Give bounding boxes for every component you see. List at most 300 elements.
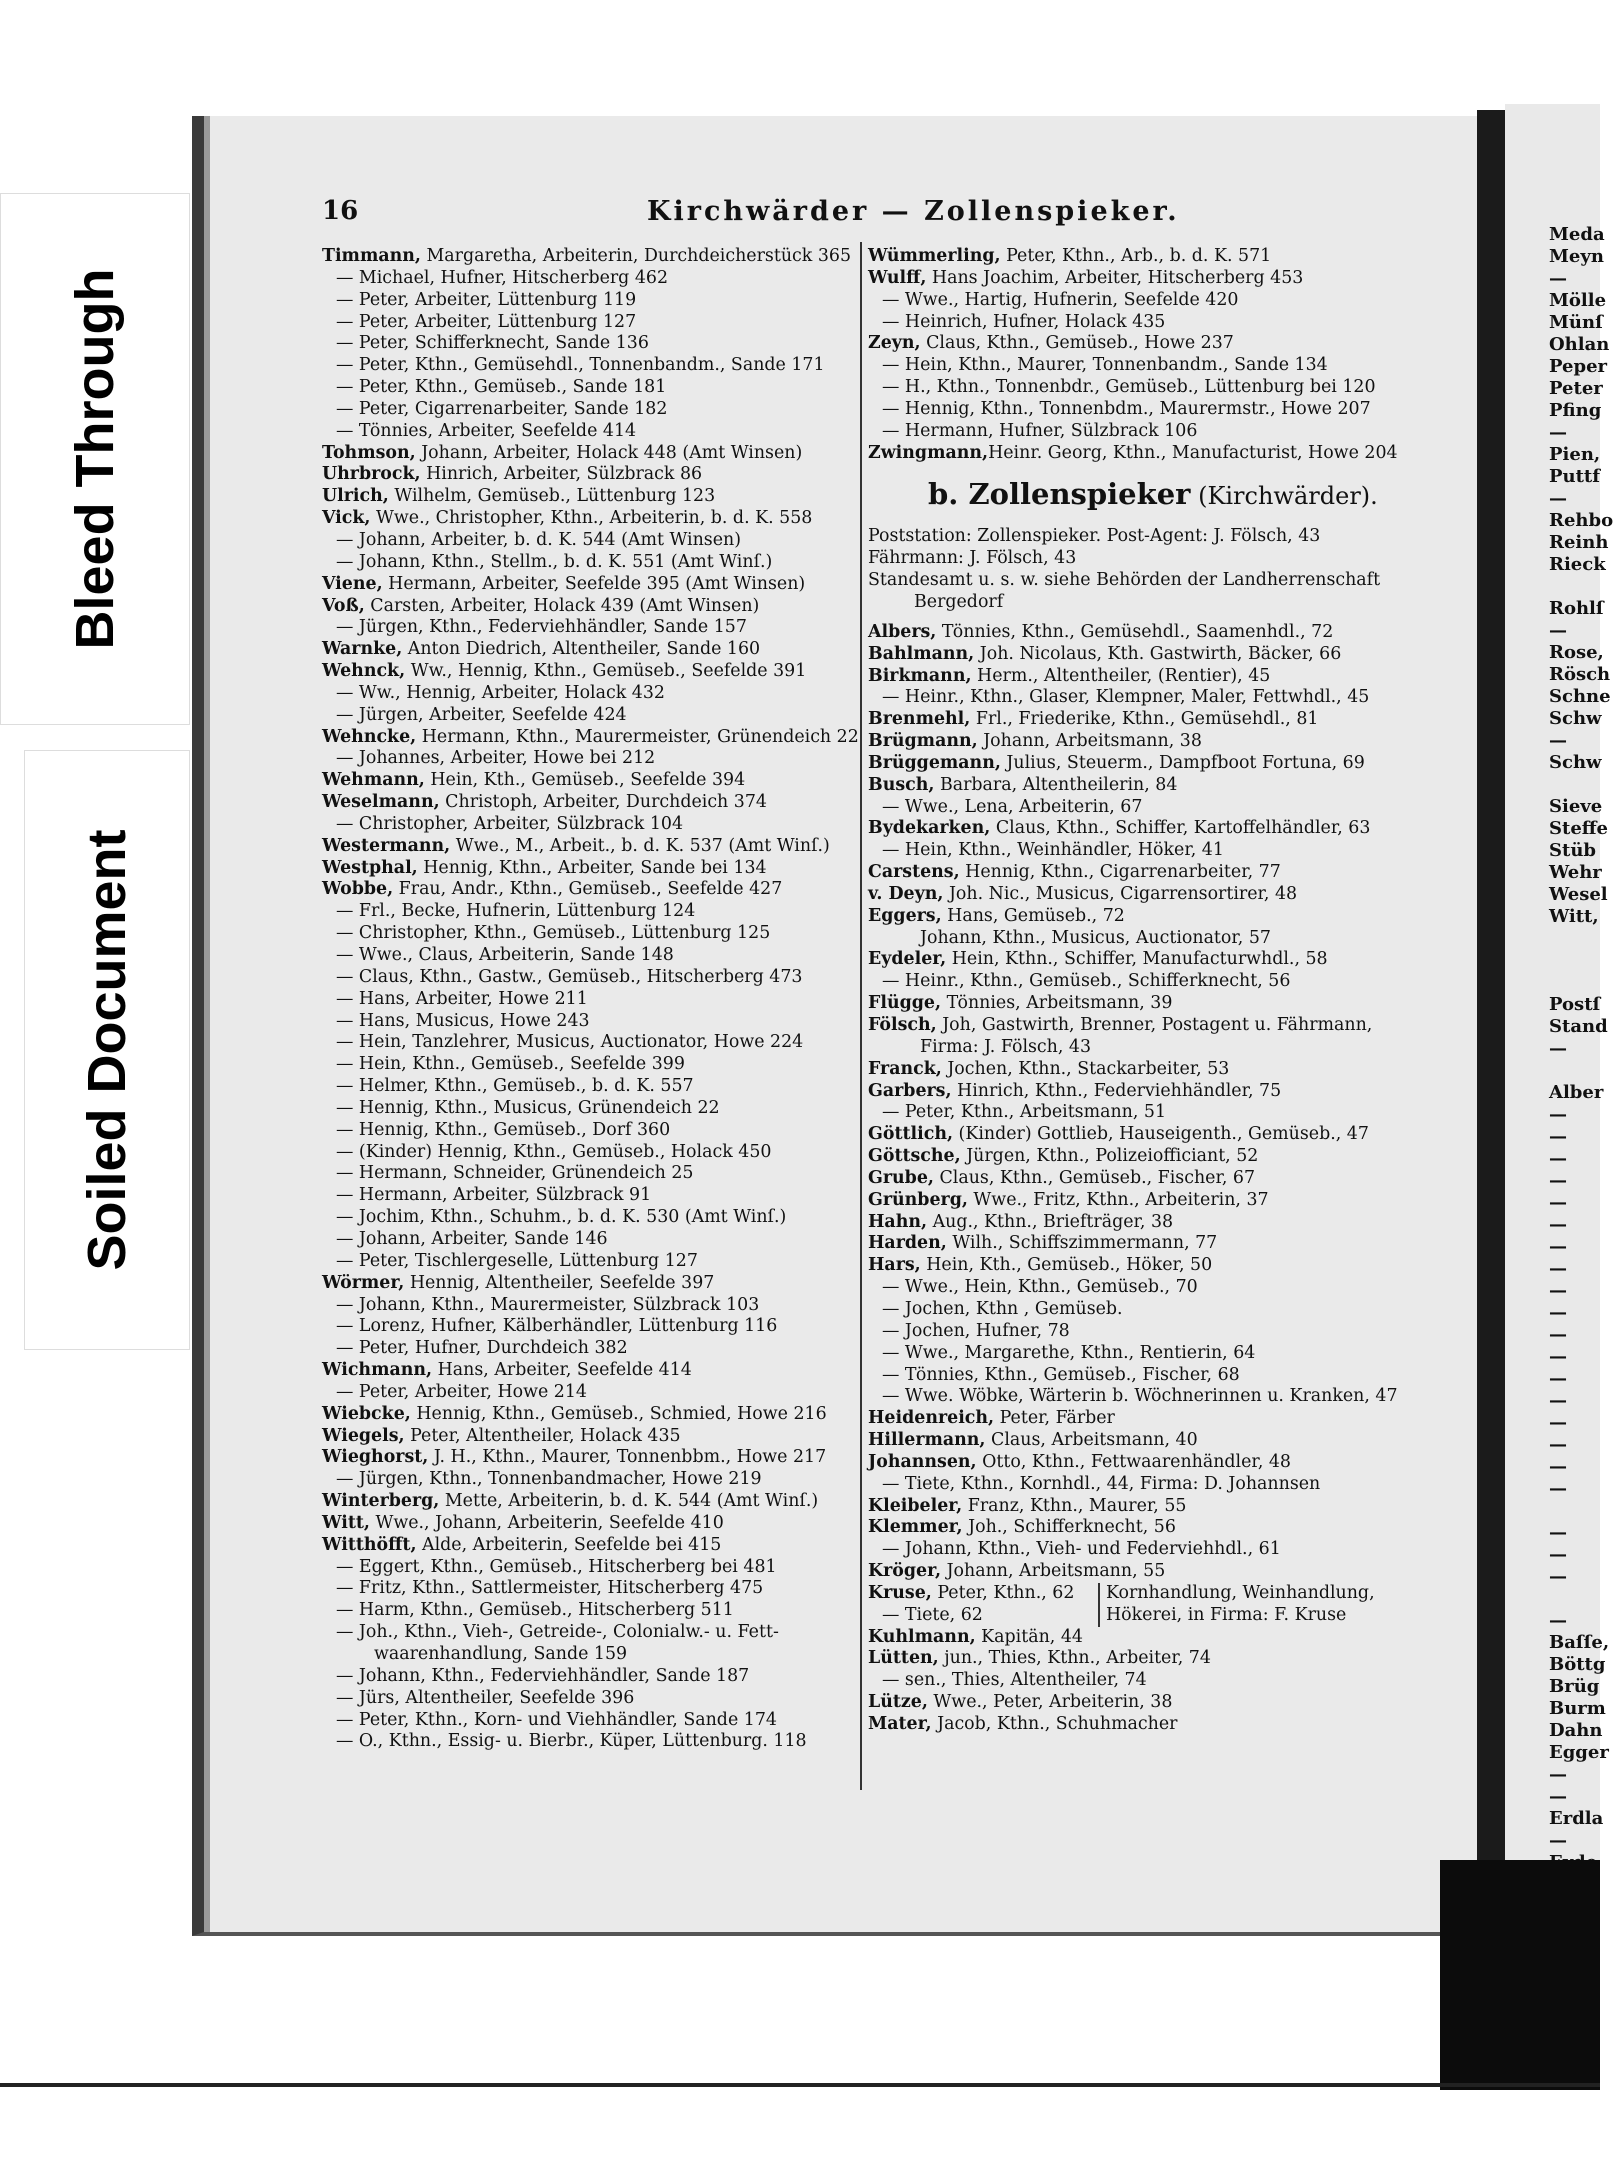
adjacent-page-fragment: — [1549, 1170, 1567, 1191]
adjacent-page-fragment: — [1549, 730, 1567, 751]
entry-details: Joh. Nicolaus, Kth. Gastwirth, Bäcker, 66 [974, 643, 1342, 664]
adjacent-page-fragment: Sieve [1549, 796, 1603, 817]
adjacent-page-fragment: Rehbo [1549, 510, 1613, 531]
soiled-document-label [24, 750, 190, 1350]
entry-left-part [868, 1605, 1098, 1627]
entry-surname: Franck, [868, 1058, 942, 1079]
entry-right-part [1098, 1583, 1375, 1605]
section-suffix: (Kirchwärder). [1190, 482, 1378, 511]
directory-entry [868, 1561, 1416, 1583]
entry-details: Hökerei, in Firma: F. Kruse [1106, 1604, 1347, 1625]
entry-surname: Witthöfft, [322, 1534, 417, 1555]
entry-surname: Voß, [322, 595, 365, 616]
entry-surname: Westphal, [322, 857, 418, 878]
adjacent-page-fragment: Münſ [1549, 312, 1603, 333]
directory-entry [322, 879, 862, 901]
directory-entry [322, 290, 862, 312]
adjacent-page-fragment: Burm [1549, 1698, 1606, 1719]
directory-entry [868, 377, 1416, 399]
directory-entry [322, 1600, 862, 1622]
directory-entry [322, 1011, 862, 1033]
entry-details: Hennig, Kthn., Cigarrenarbeiter, 77 [959, 862, 1281, 883]
adjacent-page-fragment: — [1549, 1302, 1567, 1323]
entry-surname: Lütten, [868, 1648, 939, 1669]
directory-entry [322, 1513, 862, 1535]
directory-entry [322, 1557, 862, 1579]
adjacent-page-fragment: Brüg [1549, 1676, 1600, 1697]
entry-details: — Peter, Kthn., Gemüsehdl., Tonnenbandm., Sande 171 [336, 355, 825, 376]
entry-details: — Peter, Cigarrenarbeiter, Sande 182 [336, 398, 668, 419]
section-info [868, 526, 1416, 613]
directory-entry [868, 1648, 1416, 1670]
adjacent-page-fragment: Pfing [1549, 400, 1602, 421]
entry-details: — Johann, Arbeiter, Sande 146 [336, 1228, 608, 1249]
directory-entry [322, 1426, 862, 1448]
directory-entry [868, 884, 1416, 906]
directory-entry [322, 1447, 862, 1469]
adjacent-page-fragment: — [1549, 1236, 1567, 1257]
directory-entry [868, 290, 1416, 312]
directory-entry [868, 1605, 1416, 1627]
directory-entry [868, 1255, 1416, 1277]
entry-details: — Johann, Kthn., Maurermeister, Sülzbrack 103 [336, 1294, 760, 1315]
directory-entry [322, 901, 862, 923]
entry-left-part [868, 1583, 1098, 1605]
entry-details: — Helmer, Kthn., Gemüseb., b. d. K. 557 [336, 1076, 694, 1097]
directory-entry [322, 683, 862, 705]
adjacent-page-fragment: Steffe [1549, 818, 1608, 839]
directory-entry [868, 971, 1416, 993]
entry-details: — Tiete, 62 [882, 1604, 983, 1625]
entry-details: Claus, Kthn., Schiffer, Kartoffelhändler, 63 [990, 818, 1371, 839]
entry-details: Hinrich, Arbeiter, Sülzbrack 86 [420, 464, 703, 485]
entry-details: — Peter, Tischlergeselle, Lüttenburg 127 [336, 1250, 698, 1271]
directory-entry [322, 1469, 862, 1491]
adjacent-page [1505, 104, 1613, 1934]
entry-details: Anton Diedrich, Altentheiler, Sande 160 [402, 639, 761, 660]
adjacent-page-fragment: Dahn [1549, 1720, 1603, 1741]
directory-entry [322, 486, 862, 508]
adjacent-page-fragment: — [1549, 620, 1567, 641]
directory-entry [868, 731, 1416, 753]
adjacent-page-fragment: Ohlan [1549, 334, 1610, 355]
entry-details: Heinr. Georg, Kthn., Manufacturist, Howe 204 [988, 442, 1398, 463]
directory-entry [322, 1666, 862, 1688]
entry-details: — Peter, Schifferknecht, Sande 136 [336, 333, 649, 354]
directory-entry [322, 1382, 862, 1404]
entry-surname: Kruse, [868, 1582, 932, 1603]
entry-details: Peter, Kthn., Arb., b. d. K. 571 [1000, 246, 1272, 266]
entry-details: — Johann, Kthn., Vieh- und Federviehhdl., 61 [882, 1539, 1281, 1560]
entry-details: — sen., Thies, Altentheiler, 74 [882, 1670, 1147, 1691]
entry-details: Peter, Altentheiler, Holack 435 [404, 1425, 681, 1446]
bleed-through-label [0, 193, 190, 725]
entry-details: Otto, Kthn., Fettwaarenhändler, 48 [976, 1451, 1291, 1472]
entry-surname: Harden, [868, 1233, 947, 1254]
adjacent-page-fragment: Peper [1549, 356, 1608, 377]
entry-surname: Mater, [868, 1714, 932, 1734]
entry-details: Johann, Arbeitsmann, 38 [977, 731, 1202, 752]
entry-surname: Lütze, [868, 1692, 928, 1713]
entry-details: Claus, Arbeitsmann, 40 [985, 1430, 1198, 1451]
adjacent-page-fragment: Pien, [1549, 444, 1601, 465]
directory-entry [868, 775, 1416, 797]
entry-details: Hermann, Kthn., Maurermeister, Grünendeich 22 [416, 726, 859, 747]
entry-surname: Winterberg, [322, 1491, 440, 1512]
adjacent-page-fragment: — [1549, 1522, 1567, 1543]
directory-entry [322, 1316, 862, 1338]
directory-entry [322, 727, 862, 749]
directory-entry [322, 1295, 862, 1317]
bleed-through-text: Bleed Through [65, 268, 125, 650]
directory-entry [868, 421, 1416, 443]
entry-details: Johann, Kthn., Musicus, Auctionator, 57 [920, 927, 1271, 948]
directory-entry [868, 1583, 1416, 1605]
entry-details: Hermann, Arbeiter, Seefelde 395 (Amt Winsen) [382, 573, 806, 594]
entry-surname: Brüggemann, [868, 752, 1001, 773]
entry-details: — Tönnies, Arbeiter, Seefelde 414 [336, 420, 637, 441]
adjacent-page-fragment: Schw [1549, 708, 1602, 729]
entry-surname: Wiegels, [322, 1425, 405, 1446]
scan-bottom-edge [0, 2083, 1600, 2087]
adjacent-page-fragment: — [1549, 1038, 1567, 1059]
section-heading [868, 470, 1416, 526]
directory-entry [868, 666, 1416, 688]
entry-details: — Hans, Musicus, Howe 243 [336, 1010, 590, 1031]
directory-entry [322, 1273, 862, 1295]
adjacent-page-fragment: — [1549, 1148, 1567, 1169]
directory-entry [322, 945, 862, 967]
column-divider [860, 242, 862, 1790]
entry-surname: Bahlmann, [868, 643, 975, 664]
entry-details: Aug., Kthn., Briefträger, 38 [927, 1211, 1174, 1232]
adjacent-page-fragment: Puttf [1549, 466, 1600, 487]
directory-entry [868, 1474, 1416, 1496]
directory-entry [868, 1692, 1416, 1714]
directory-entry [322, 1032, 862, 1054]
entry-surname: Wümmerling, [868, 246, 1001, 266]
adjacent-page-fragments [1505, 224, 1613, 1874]
entry-surname: Zeyn, [868, 333, 921, 354]
entry-surname: Grünberg, [868, 1189, 968, 1210]
entry-details: — Hennig, Kthn., Gemüseb., Dorf 360 [336, 1119, 671, 1140]
directory-entry [322, 530, 862, 552]
adjacent-page-fragment: — [1549, 1280, 1567, 1301]
entry-details: — (Kinder) Hennig, Kthn., Gemüseb., Holack 450 [336, 1141, 772, 1162]
entry-details: — Hermann, Schneider, Grünendeich 25 [336, 1163, 694, 1184]
entry-details: Barbara, Altentheilerin, 84 [934, 774, 1178, 795]
entry-surname: Eggers, [868, 905, 942, 926]
directory-entry [322, 1054, 862, 1076]
section-title: b. Zollenspieker [928, 477, 1191, 512]
directory-entry [322, 1185, 862, 1207]
entry-details: Julius, Steuerm., Dampfboot Fortuna, 69 [1000, 752, 1365, 773]
directory-entry [868, 797, 1416, 819]
adjacent-page-fragment: — [1549, 1566, 1567, 1587]
entry-details: — Wwe., Claus, Arbeiterin, Sande 148 [336, 945, 674, 965]
directory-entry [322, 1491, 862, 1513]
entry-details: Jürgen, Kthn., Polizeiofficiant, 52 [960, 1146, 1259, 1167]
adjacent-page-fragment: Rieck [1549, 554, 1606, 575]
directory-entry [868, 862, 1416, 884]
directory-entry [868, 1321, 1416, 1343]
directory-entry [868, 993, 1416, 1015]
entry-surname: Wehmann, [322, 770, 425, 791]
adjacent-page-fragment: Schw [1549, 752, 1602, 773]
page-header [322, 196, 1180, 227]
directory-entry [868, 928, 1416, 950]
entry-details: Jacob, Kthn., Schuhmacher [931, 1714, 1178, 1734]
adjacent-page-fragment: — [1549, 1434, 1567, 1455]
directory-entry [322, 1535, 862, 1557]
adjacent-page-fragment: — [1549, 1478, 1567, 1499]
entry-details: Tönnies, Arbeitsmann, 39 [941, 993, 1173, 1014]
entry-details: — Jürgen, Kthn., Federviehhändler, Sande 157 [336, 617, 747, 638]
entry-details: Claus, Kthn., Gemüseb., Howe 237 [920, 333, 1234, 354]
entry-details: Tönnies, Kthn., Gemüsehdl., Saamenhdl., 72 [936, 621, 1334, 642]
adjacent-page-fragment: Rösch [1549, 664, 1611, 685]
entry-surname: Wehnck, [322, 661, 406, 682]
entry-surname: Wichmann, [322, 1360, 433, 1381]
info-line: Standesamt u. s. w. siehe Behörden der Landherrenschaft [868, 570, 1381, 591]
entry-details: Claus, Kthn., Gemüseb., Fischer, 67 [933, 1167, 1256, 1188]
entry-details: — Peter, Hufner, Durchdeich 382 [336, 1338, 628, 1359]
adjacent-page-fragment: Erdla [1549, 1808, 1604, 1829]
directory-entry [868, 687, 1416, 709]
entry-continuation: Firma: J. Fölsch, 43 [920, 1036, 1092, 1057]
entry-surname: Tohmson, [322, 442, 416, 463]
entry-details: — Michael, Hufner, Hitscherberg 462 [336, 267, 669, 288]
adjacent-page-fragment: Meda [1549, 224, 1605, 245]
directory-entry [868, 1517, 1416, 1539]
entry-details: — Tiete, Kthn., Kornhdl., 44, Firma: D. Johannsen [882, 1473, 1321, 1494]
directory-entry [868, 1037, 1416, 1059]
entry-details: — Wwe. Wöbke, Wärterin b. Wöchnerinnen u. Kranken, 47 [882, 1386, 1398, 1407]
directory-entry [322, 399, 862, 421]
directory-entry [322, 574, 862, 596]
directory-entry [868, 1146, 1416, 1168]
directory-entry [322, 1251, 862, 1273]
adjacent-page-fragment [1505, 774, 1613, 796]
entry-surname: Carstens, [868, 862, 960, 883]
page-title: Kirchwärder — Zollenspieker. [647, 196, 1180, 227]
entry-details: — Heinrich, Hufner, Holack 435 [882, 311, 1166, 332]
entry-details: Frau, Andr., Kthn., Gemüseb., Seefelde 427 [393, 879, 783, 900]
entry-surname: Heidenreich, [868, 1408, 995, 1429]
entry-details: — Joh., Kthn., Vieh-, Getreide-, Colonialw.- u. Fett- [336, 1622, 779, 1643]
entry-details: — Johannes, Arbeiter, Howe bei 212 [336, 748, 656, 769]
info-line: Fährmann: J. Fölsch, 43 [868, 548, 1077, 569]
directory-entry [868, 622, 1416, 644]
directory-entry [868, 1015, 1416, 1037]
entry-surname: Wobbe, [322, 879, 394, 900]
right-column [868, 246, 1416, 1736]
entry-surname: v. Deyn, [868, 883, 944, 904]
directory-entry [868, 1233, 1416, 1255]
directory-entry [868, 753, 1416, 775]
directory-entry [322, 596, 862, 618]
adjacent-page-fragment: Wesel [1549, 884, 1608, 905]
directory-entry [868, 1365, 1416, 1387]
entry-details: — Peter, Arbeiter, Howe 214 [336, 1381, 587, 1402]
entry-details: Christoph, Arbeiter, Durchdeich 374 [439, 792, 767, 813]
adjacent-page-fragment: Baſſe, [1549, 1632, 1610, 1653]
entry-details: Johann, Arbeiter, Holack 448 (Amt Winsen) [415, 442, 803, 463]
adjacent-page-fragment: — [1549, 1456, 1567, 1477]
entry-surname: Bydekarken, [868, 818, 991, 839]
entry-details: Hinrich, Kthn., Federviehhändler, 75 [951, 1080, 1282, 1101]
directory-entry [868, 268, 1416, 290]
directory-entry [322, 1360, 862, 1382]
adjacent-page-fragment: — [1549, 268, 1567, 289]
entry-details: — Claus, Kthn., Gastw., Gemüseb., Hitscherberg 473 [336, 966, 803, 987]
entry-surname: Klemmer, [868, 1517, 963, 1538]
entry-details: — Jürgen, Kthn., Tonnenbandmacher, Howe 219 [336, 1469, 762, 1490]
entry-details: Joh. Nic., Musicus, Cigarrensortirer, 48 [943, 883, 1298, 904]
page-gutter-shadow [1477, 110, 1505, 1940]
entry-details: Franz, Kthn., Maurer, 55 [962, 1495, 1187, 1516]
entry-details: — Christopher, Kthn., Gemüseb., Lüttenburg 125 [336, 923, 771, 944]
entry-details: — Jochim, Kthn., Schuhm., b. d. K. 530 (Amt Winſ.) [336, 1207, 787, 1228]
adjacent-page-fragment: — [1549, 488, 1567, 509]
directory-entry [868, 1408, 1416, 1430]
adjacent-page-fragment: — [1549, 1258, 1567, 1279]
entry-details: — Eggert, Kthn., Gemüseb., Hitscherberg bei 481 [336, 1556, 777, 1577]
entry-details: Hennig, Kthn., Arbeiter, Sande bei 134 [417, 857, 767, 878]
entry-details: — Frl., Becke, Hufnerin, Lüttenburg 124 [336, 901, 696, 922]
directory-entry [868, 1539, 1416, 1561]
adjacent-page-fragment: Postſ [1549, 994, 1601, 1015]
entry-details: — Peter, Kthn., Arbeitsmann, 51 [882, 1102, 1167, 1123]
entry-details: — Harm, Kthn., Gemüseb., Hitscherberg 511 [336, 1600, 734, 1621]
entry-surname: Wulff, [868, 267, 927, 288]
entry-surname: Ulrich, [322, 486, 389, 507]
directory-entry [868, 1081, 1416, 1103]
directory-entry [322, 1404, 862, 1426]
entry-surname: Grube, [868, 1167, 934, 1188]
entry-surname: Westermann, [322, 835, 451, 856]
directory-entry [868, 644, 1416, 666]
adjacent-page-fragment: — [1549, 1786, 1567, 1807]
entry-details: Carsten, Arbeiter, Holack 439 (Amt Winsen) [364, 595, 760, 616]
entry-details: Wwe., Johann, Arbeiterin, Seefelde 410 [369, 1512, 724, 1533]
directory-entry [322, 661, 862, 683]
info-line: Poststation: Zollenspieker. Post-Agent: J. Fölsch, 43 [868, 526, 1321, 547]
entry-continuation: waarenhandlung, Sande 159 [374, 1644, 628, 1664]
entry-surname: Hillermann, [868, 1430, 986, 1451]
directory-entry [322, 814, 862, 836]
directory-entry [868, 1299, 1416, 1321]
directory-entry [868, 1212, 1416, 1234]
entry-details: — Christopher, Arbeiter, Sülzbrack 104 [336, 813, 684, 834]
entry-details: — Hein, Tanzlehrer, Musicus, Auctionator, Howe 224 [336, 1032, 804, 1053]
directory-entry [868, 1452, 1416, 1474]
entry-details: Ww., Hennig, Kthn., Gemüseb., Seefelde 391 [405, 661, 807, 682]
directory-entry [868, 840, 1416, 862]
entry-surname: Uhrbrock, [322, 464, 421, 485]
adjacent-page-fragment: Rose, [1549, 642, 1604, 663]
entry-details: — Peter, Arbeiter, Lüttenburg 127 [336, 311, 637, 332]
entry-surname: Timmann, [322, 246, 421, 266]
directory-entry [322, 1622, 862, 1644]
entry-surname: Wehncke, [322, 726, 417, 747]
directory-entry [322, 1163, 862, 1185]
entry-surname: Kleibeler, [868, 1495, 963, 1516]
directory-entry [322, 1710, 862, 1732]
adjacent-page-fragment [1505, 1500, 1613, 1522]
entry-details: — Heinr., Kthn., Glaser, Klempner, Maler, Fettwhdl., 45 [882, 687, 1370, 708]
directory-entry [322, 1207, 862, 1229]
entry-details: — Peter, Arbeiter, Lüttenburg 119 [336, 289, 637, 310]
entry-details: Hein, Kth., Gemüseb., Höker, 50 [920, 1255, 1213, 1276]
adjacent-page-fragment: Meyn [1549, 246, 1604, 267]
entry-details: (Kinder) Gottlieb, Hauseigenth., Gemüseb., 47 [953, 1124, 1369, 1145]
adjacent-page-fragment: Alber [1549, 1082, 1604, 1103]
entry-surname: Busch, [868, 774, 935, 795]
directory-entry [322, 508, 862, 530]
entry-details: — Wwe., Lena, Arbeiterin, 67 [882, 796, 1143, 817]
entry-details: — Hermann, Arbeiter, Sülzbrack 91 [336, 1185, 652, 1206]
entry-surname: Hars, [868, 1255, 921, 1276]
directory-entry [322, 748, 862, 770]
adjacent-page-fragment [1505, 928, 1613, 950]
entry-surname: Wieghorst, [322, 1447, 429, 1468]
entry-details: — Wwe., Margarethe, Kthn., Rentierin, 64 [882, 1342, 1256, 1363]
entry-surname: Fölsch, [868, 1015, 937, 1035]
directory-entry [868, 1430, 1416, 1452]
directory-entry [322, 770, 862, 792]
directory-entry [322, 989, 862, 1011]
directory-entry [322, 923, 862, 945]
scan-background-corner [1440, 1860, 1600, 2090]
entry-details: — Johann, Arbeiter, b. d. K. 544 (Amt Winsen) [336, 529, 742, 550]
directory-entry [322, 552, 862, 574]
entry-details: — Hein, Kthn., Weinhändler, Höker, 41 [882, 840, 1224, 861]
adjacent-page-fragment: Reinh [1549, 532, 1609, 553]
directory-entry [322, 1688, 862, 1710]
adjacent-page-fragment: — [1549, 1346, 1567, 1367]
entry-details: — Tönnies, Kthn., Gemüseb., Fischer, 68 [882, 1364, 1240, 1385]
page-number: 16 [322, 196, 359, 226]
directory-entry [322, 443, 862, 465]
entry-details: Margaretha, Arbeiterin, Durchdeicherstück 365 [420, 246, 852, 266]
directory-entry [868, 443, 1416, 465]
entry-details: Wwe., Fritz, Kthn., Arbeiterin, 37 [967, 1189, 1269, 1210]
directory-entry [868, 333, 1416, 355]
entry-surname: Birkmann, [868, 665, 972, 686]
directory-entry [322, 1120, 862, 1142]
directory-entry [322, 1731, 862, 1753]
entry-details: — Lorenz, Hufner, Kälberhändler, Lüttenburg 116 [336, 1316, 778, 1337]
entry-details: Wilhelm, Gemüseb., Lüttenburg 123 [388, 486, 716, 507]
adjacent-page-fragment: — [1549, 1126, 1567, 1147]
adjacent-page-fragment: Peter [1549, 378, 1603, 399]
directory-entry [322, 246, 862, 268]
directory-entry [868, 355, 1416, 377]
entry-details: — O., Kthn., Essig- u. Bierbr., Küper, Lüttenburg. 118 [336, 1731, 807, 1752]
entry-surname: Göttsche, [868, 1146, 961, 1167]
adjacent-page-fragment [1505, 972, 1613, 994]
entry-details: jun., Thies, Kthn., Arbeiter, 74 [938, 1648, 1211, 1669]
adjacent-page-fragment: — [1549, 1830, 1567, 1851]
entry-surname: Viene, [322, 573, 383, 594]
adjacent-page-fragment: Mölle [1549, 290, 1607, 311]
directory-entry [322, 967, 862, 989]
soiled-document-text: Soiled Document [77, 829, 137, 1271]
directory-entry [322, 1098, 862, 1120]
entry-details: Hennig, Altentheiler, Seefelde 397 [404, 1272, 715, 1293]
adjacent-page-fragment: Rohlſ [1549, 598, 1604, 619]
